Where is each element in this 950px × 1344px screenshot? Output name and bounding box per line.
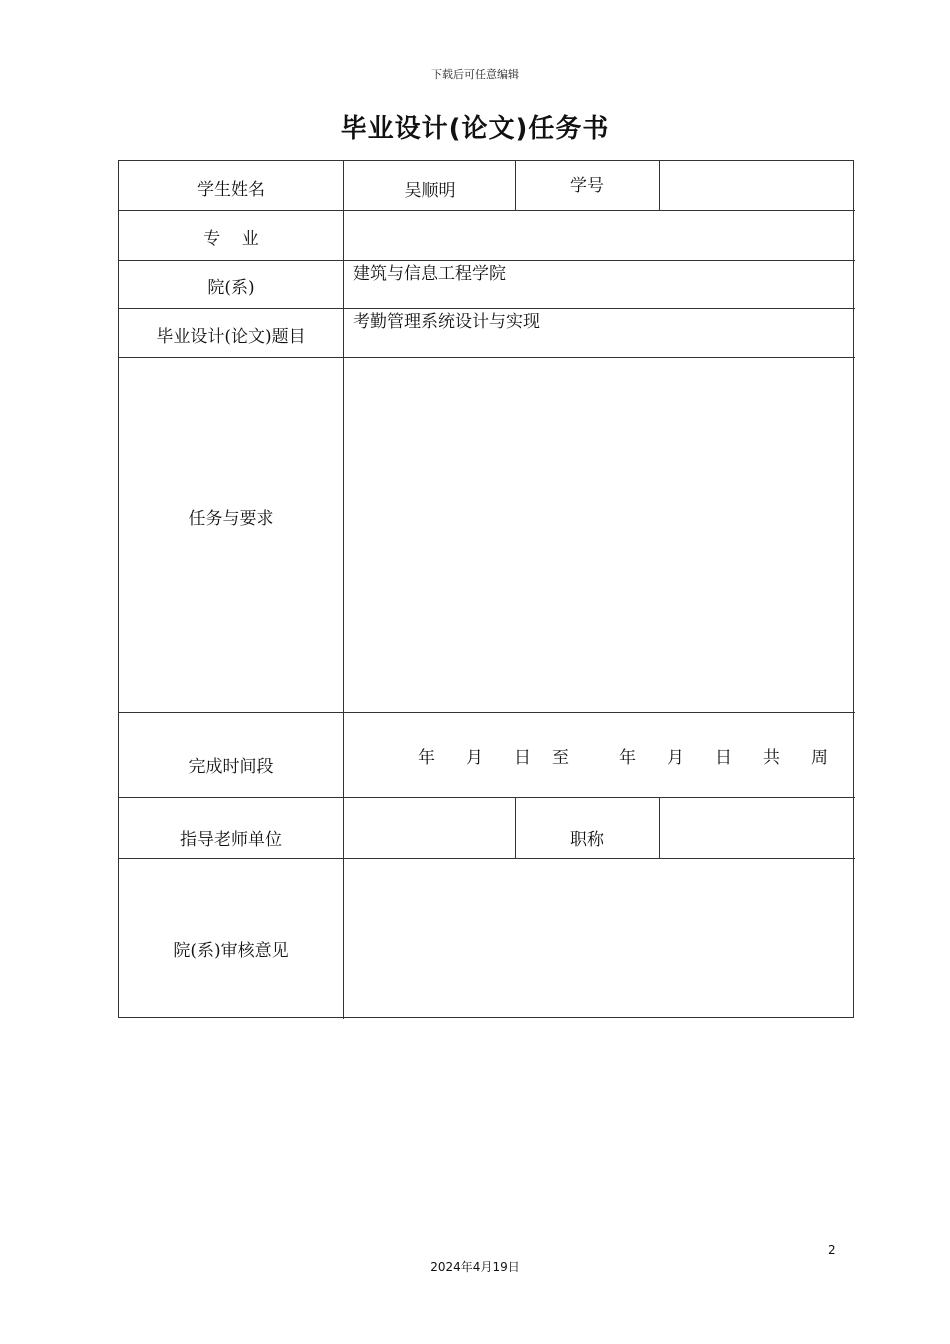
period-label: 完成时间段 xyxy=(188,757,274,777)
student-id-label: 学号 xyxy=(570,176,604,196)
task-form-table xyxy=(118,160,854,1018)
topic-value[interactable]: 考勤管理系统设计与实现 xyxy=(353,312,540,332)
major-label: 专 业 xyxy=(203,229,259,249)
period-day-2: 日 xyxy=(715,748,732,768)
period-weeks: 周 xyxy=(811,748,828,768)
major-field[interactable] xyxy=(344,211,854,260)
advisor-unit-field[interactable] xyxy=(344,798,515,858)
period-field[interactable] xyxy=(344,713,854,797)
period-year-2: 年 xyxy=(619,748,636,768)
period-to: 至 xyxy=(552,748,569,768)
task-label: 任务与要求 xyxy=(188,509,274,529)
footer-date: 2024年4月19日 xyxy=(430,1260,520,1274)
period-month-1: 月 xyxy=(466,748,483,768)
professional-title-label: 职称 xyxy=(570,830,604,850)
header-note: 下载后可任意编辑 xyxy=(431,68,519,81)
college-value[interactable]: 建筑与信息工程学院 xyxy=(353,264,506,284)
review-opinion-field[interactable] xyxy=(344,859,854,1018)
student-name-label: 学生姓名 xyxy=(197,180,265,200)
college-label: 院(系) xyxy=(207,278,255,298)
task-requirements-field[interactable] xyxy=(344,358,854,712)
document-title: 毕业设计(论文)任务书 xyxy=(340,114,610,144)
period-month-2: 月 xyxy=(667,748,684,768)
review-label: 院(系)审核意见 xyxy=(173,941,289,961)
period-year-1: 年 xyxy=(418,748,435,768)
topic-label: 毕业设计(论文)题目 xyxy=(156,327,306,347)
student-id-field[interactable] xyxy=(660,161,854,210)
period-day-1: 日 xyxy=(514,748,531,768)
professional-title-field[interactable] xyxy=(660,798,854,858)
page-number: 2 xyxy=(828,1243,836,1257)
period-total: 共 xyxy=(763,748,780,768)
advisor-unit-label: 指导老师单位 xyxy=(180,830,282,850)
student-name-value[interactable]: 吴顺明 xyxy=(404,181,456,201)
